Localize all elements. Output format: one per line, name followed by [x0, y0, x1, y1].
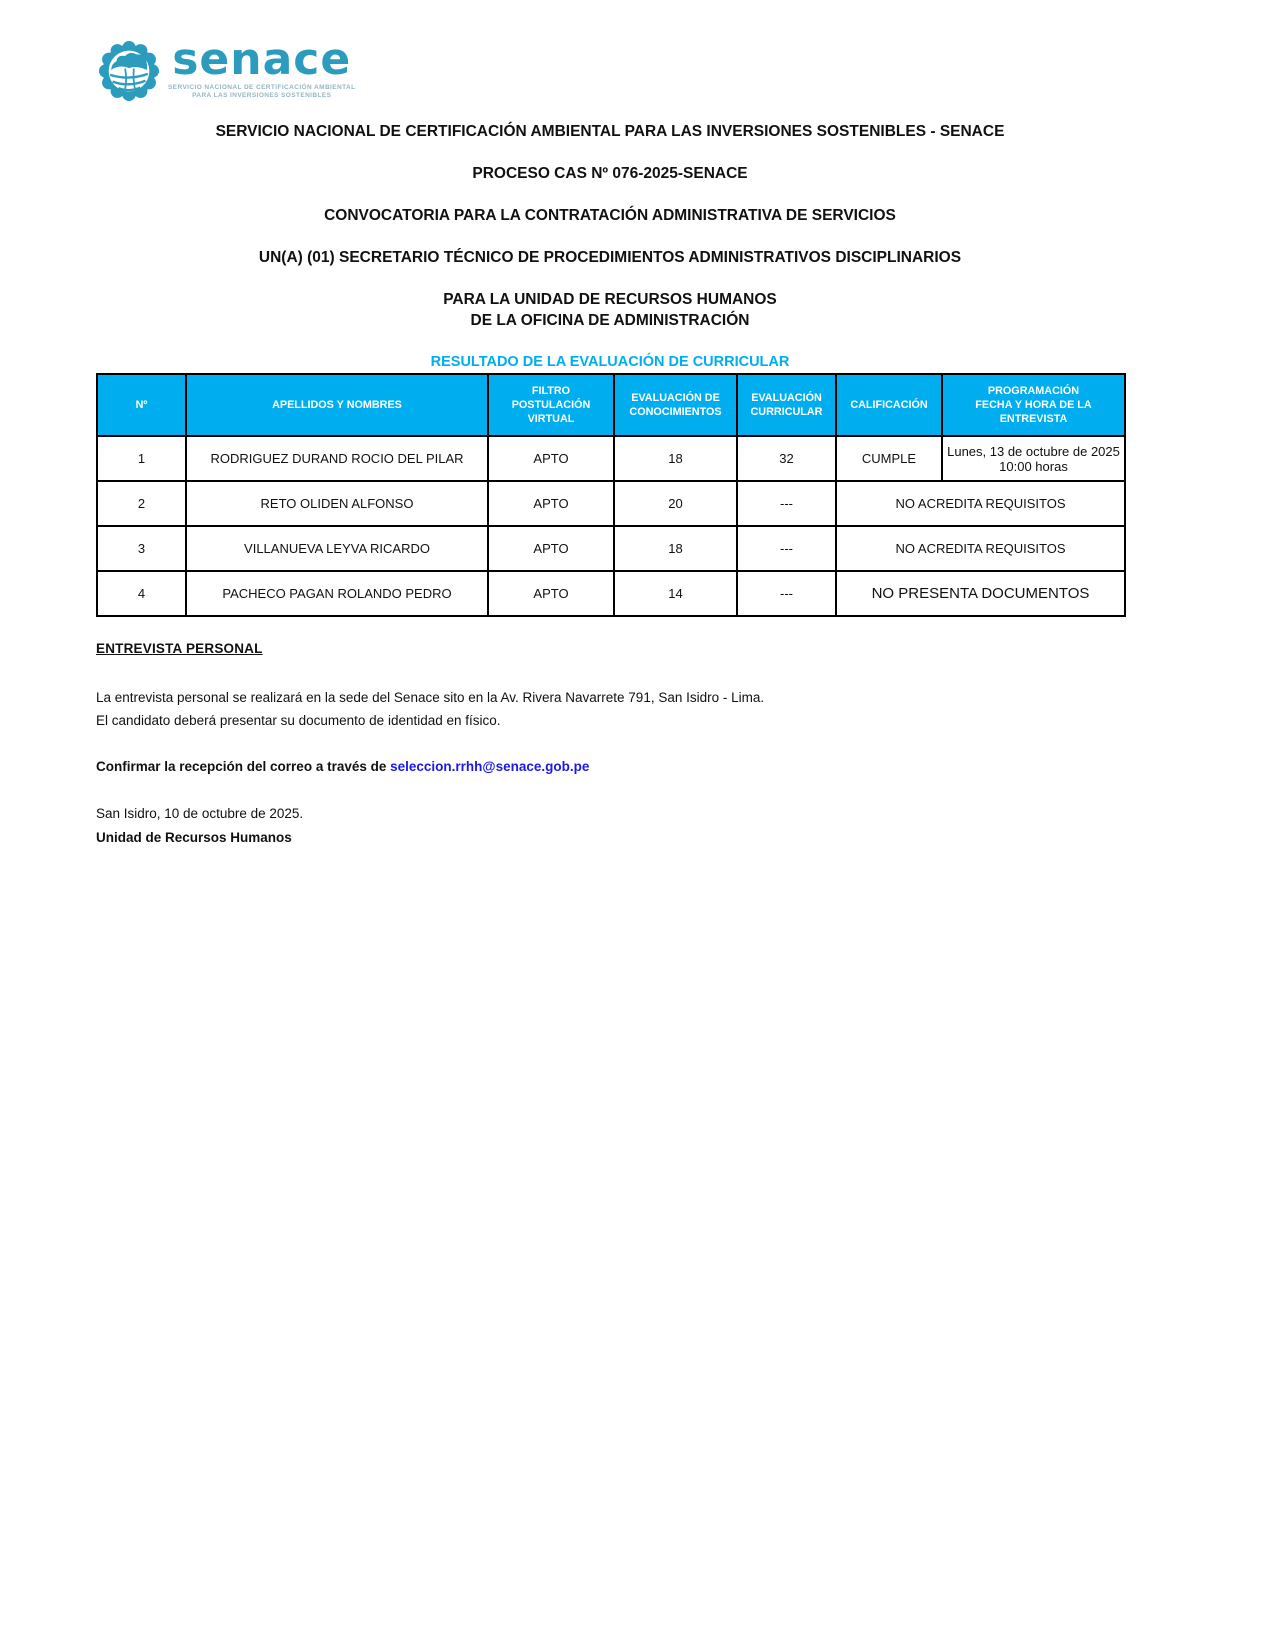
row3-resultado: NO ACREDITA REQUISITOS	[836, 526, 1125, 571]
col-header-apellidos-label: APELLIDOS Y NOMBRES	[272, 399, 402, 411]
row2-numero: 2	[97, 481, 186, 526]
title-convocatoria: CONVOCATORIA PARA LA CONTRATACIÓN ADMINISTRATIVA DE SERVICIOS	[324, 207, 896, 224]
row3-numero: 3	[97, 526, 186, 571]
col-header-filtro-line2: VIRTUAL	[527, 413, 575, 425]
row3-filtro: APTO	[488, 526, 614, 571]
row2-conocimientos: 20	[614, 481, 737, 526]
confirm-text: Confirmar la recepción del correo a través de	[96, 759, 391, 774]
table-row	[97, 571, 1125, 616]
table-row	[97, 526, 1125, 571]
col-header-conocimientos-line1: EVALUACIÓN DE	[631, 392, 720, 404]
col-header-numero-label: Nº	[135, 399, 148, 411]
date-place-line: San Isidro, 10 de octubre de 2025.	[96, 806, 304, 821]
row4-numero: 4	[97, 571, 186, 616]
row4-filtro: APTO	[488, 571, 614, 616]
row3-curricular: ---	[737, 526, 836, 571]
row3-nombre: VILLANUEVA LEYVA RICARDO	[186, 526, 488, 571]
col-header-filtro	[488, 374, 614, 436]
document-titles	[96, 124, 1124, 329]
row4-curricular: ---	[737, 571, 836, 616]
col-header-curricular	[737, 374, 836, 436]
row4-resultado: NO PRESENTA DOCUMENTOS	[836, 571, 1125, 616]
senace-logo	[98, 34, 1124, 110]
row1-numero: 1	[97, 436, 186, 481]
results-table-title: RESULTADO DE LA EVALUACIÓN DE CURRICULAR	[430, 354, 790, 370]
document-page	[96, 0, 1124, 850]
title-institution: SERVICIO NACIONAL DE CERTIFICACIÓN AMBIENTAL PARA LAS INVERSIONES SOSTENIBLES - SENACE	[215, 123, 1005, 140]
col-header-curricular-line1: EVALUACIÓN	[751, 392, 822, 404]
title-oficina: DE LA OFICINA DE ADMINISTRACIÓN	[470, 312, 750, 329]
col-header-programacion-line1: PROGRAMACIÓN	[987, 385, 1080, 397]
col-header-curricular-line2: CURRICULAR	[750, 406, 823, 418]
col-header-conocimientos	[614, 374, 737, 436]
col-header-programacion	[942, 374, 1125, 436]
senace-gear-icon	[98, 40, 160, 102]
entrevista-paragraph	[96, 686, 1124, 732]
row1-nombre: RODRIGUEZ DURAND ROCIO DEL PILAR	[186, 436, 488, 481]
col-header-numero	[97, 374, 186, 436]
results-table-header	[97, 374, 1125, 436]
email-link[interactable]: seleccion.rrhh@senace.gob.pe	[390, 759, 590, 774]
entrevista-section-title: ENTREVISTA PERSONAL	[96, 641, 263, 656]
row4-conocimientos: 14	[614, 571, 737, 616]
entrevista-paragraph-line2: El candidato deberá presentar su documento de identidad en físico.	[96, 713, 501, 728]
col-header-programacion-line2: FECHA Y HORA DE LA ENTREVISTA	[975, 399, 1092, 425]
row1-calificacion: CUMPLE	[836, 436, 942, 481]
row1-curricular: 32	[737, 436, 836, 481]
title-puesto: UN(A) (01) SECRETARIO TÉCNICO DE PROCEDIMIENTOS ADMINISTRATIVOS DISCIPLINARIOS	[258, 249, 962, 266]
title-unidad: PARA LA UNIDAD DE RECURSOS HUMANOS	[443, 291, 777, 308]
entrevista-paragraph-line1: La entrevista personal se realizará en la sede del Senace sito en la Av. Rivera Navarrete 791, San Isidro - Lima.	[96, 690, 765, 705]
row3-conocimientos: 18	[614, 526, 737, 571]
row4-nombre: PACHECO PAGAN ROLANDO PEDRO	[186, 571, 488, 616]
col-header-conocimientos-line2: CONOCIMIENTOS	[629, 406, 722, 418]
signature-unit: Unidad de Recursos Humanos	[96, 830, 292, 845]
row1-filtro: APTO	[488, 436, 614, 481]
confirm-line	[96, 759, 1124, 774]
row2-nombre: RETO OLIDEN ALFONSO	[186, 481, 488, 526]
header-row	[97, 374, 1125, 436]
row1-fecha: Lunes, 13 de octubre de 2025	[947, 443, 1120, 459]
col-header-filtro-line1: FILTRO POSTULACIÓN	[511, 385, 591, 411]
row2-curricular: ---	[737, 481, 836, 526]
title-proceso-cas: PROCESO CAS Nº 076-2025-SENACE	[472, 165, 748, 182]
logo-tagline-line2: PARA LAS INVERSIONES SOSTENIBLES	[192, 92, 332, 99]
logo-tagline	[168, 84, 355, 100]
col-header-calificacion-label: CALIFICACIÓN	[850, 399, 928, 411]
row1-hora: 10:00 horas	[999, 458, 1068, 474]
logo-text-block	[168, 34, 356, 100]
row1-programacion	[942, 436, 1125, 481]
col-header-calificacion	[836, 374, 942, 436]
col-header-apellidos	[186, 374, 488, 436]
row2-resultado: NO ACREDITA REQUISITOS	[836, 481, 1125, 526]
results-table	[96, 373, 1126, 617]
logo-tagline-line1: SERVICIO NACIONAL DE CERTIFICACIÓN AMBIENTAL	[168, 84, 356, 91]
logo-wordmark: senace	[172, 34, 352, 85]
table-row	[97, 436, 1125, 481]
row2-filtro: APTO	[488, 481, 614, 526]
row1-conocimientos: 18	[614, 436, 737, 481]
table-row	[97, 481, 1125, 526]
